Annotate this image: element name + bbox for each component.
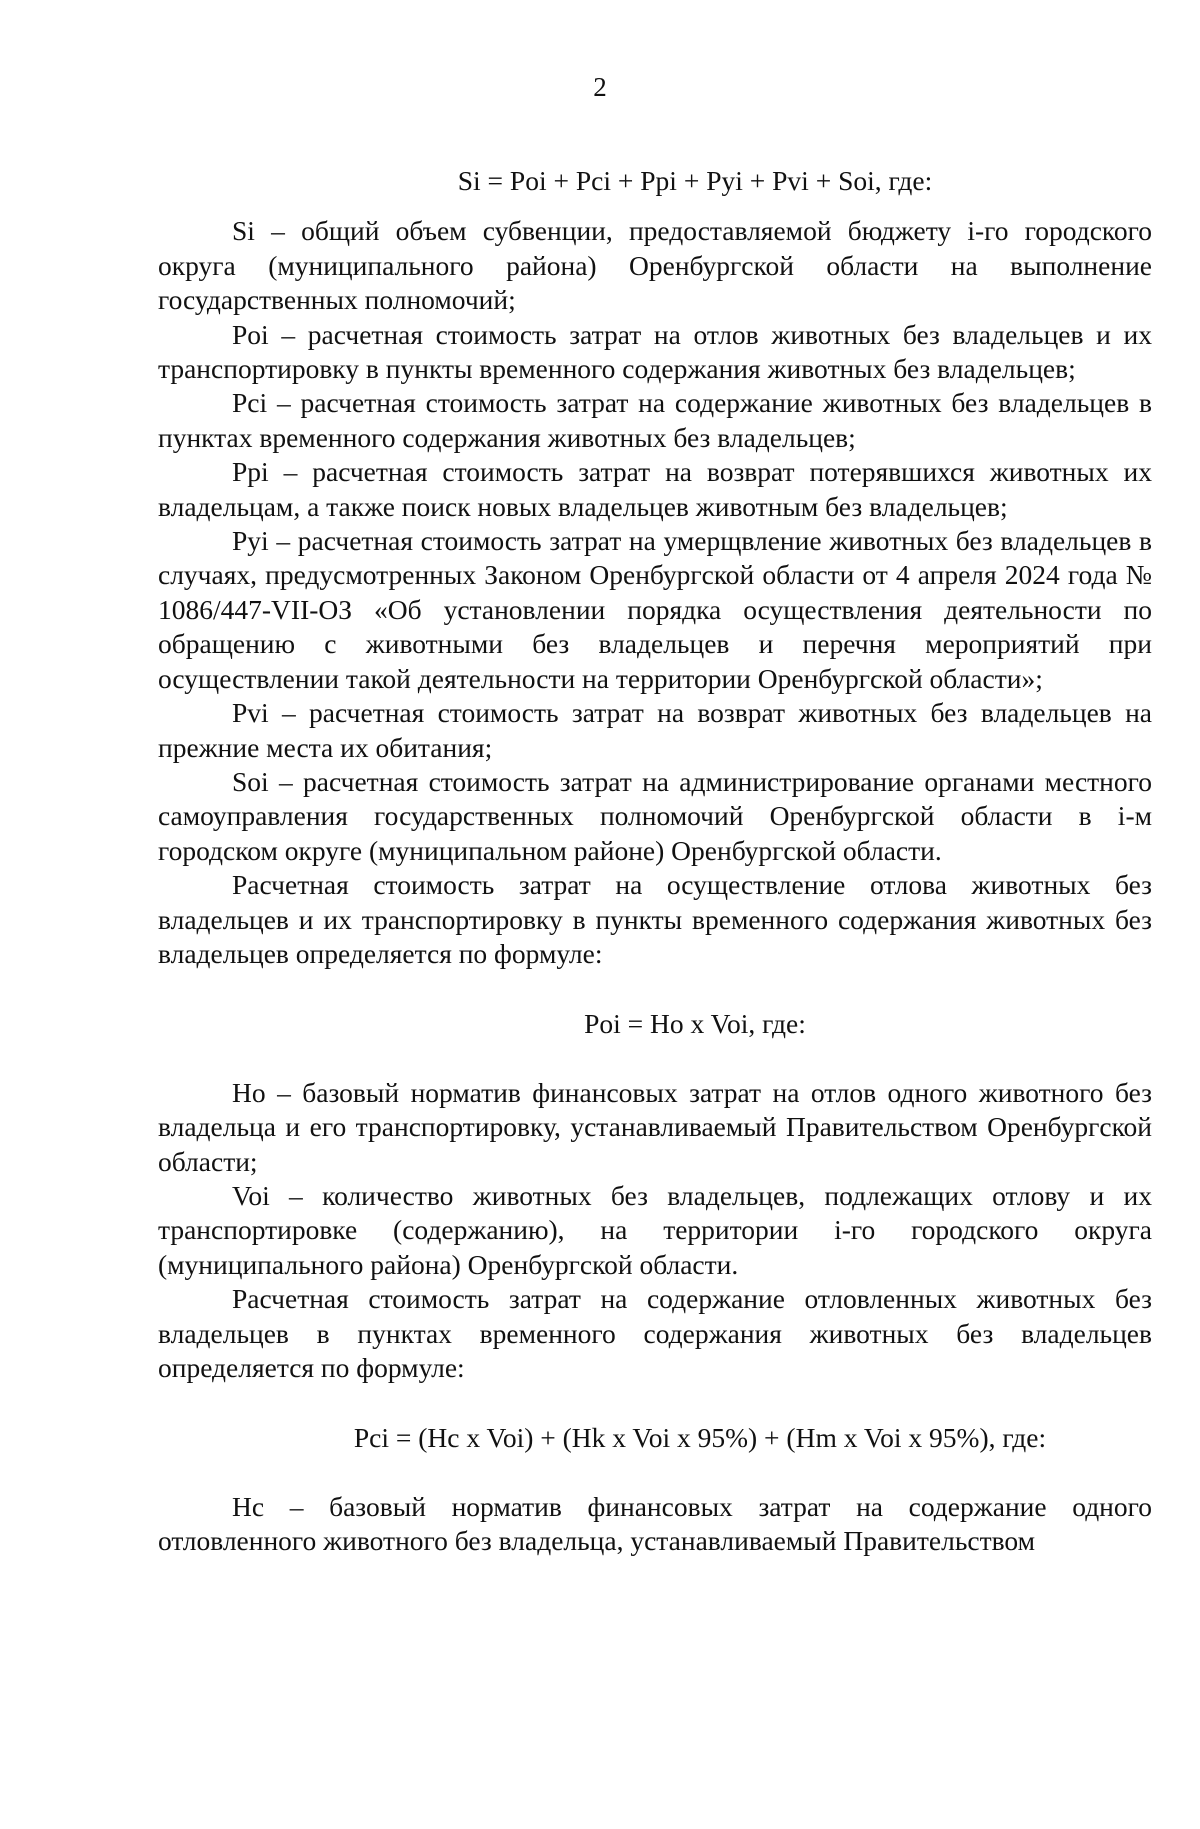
definition-ho: Ho – базовый норматив финансовых затрат на отлов одного животного без владельца и его транспортировку, устанавливаемый Правительством Оренбургской области; (158, 1076, 1152, 1177)
formula-si: Si = Poi + Pci + Ppi + Pyi + Pvi + Soi, где: (457, 165, 933, 196)
definition-soi: Soi – расчетная стоимость затрат на администрирование органами местного самоуправления государственных полномочий Оренбургской области в i-м городском округе (муниципальном районе) Оренбургской области. (158, 765, 1152, 866)
definition-ppi: Ppi – расчетная стоимость затрат на возврат потерявшихся животных их владельцам, а также поиск новых владельцев животным без владельцев; (158, 456, 1152, 522)
definition-hc: Hc – базовый норматив финансовых затрат на содержание одного отловленного животного без владельца, устанавливаемый Правительством (158, 1490, 1152, 1557)
paragraph-pci-intro: Расчетная стоимость затрат на содержание отловленных животных без владельцев в пунктах временного содержания животных без владельцев определяется по формуле: (158, 1283, 1152, 1383)
definition-pvi: Pvi – расчетная стоимость затрат на возврат животных без владельцев на прежние места их обитания; (158, 697, 1152, 763)
definition-poi: Poi – расчетная стоимость затрат на отлов животных без владельцев и их транспортировку в пункты временного содержания животных без владельцев; (158, 318, 1152, 385)
formula-poi: Poi = Ho x Voi, где: (584, 1008, 806, 1040)
definition-voi: Voi – количество животных без владельцев, подлежащих отлову и их транспортировке (содержанию), на территории i-го городского округа (муниципального района) Оренбургской области. (158, 1179, 1152, 1280)
definition-pyi: Pyi – расчетная стоимость затрат на умерщвление животных без владельцев в случаях, предусмотренных Законом Оренбургской области от 4 апреля 2024 года № 1086/447-VII-ОЗ «Об установлении порядка осуществления деятельности по обращению с животными без владельцев и перечня мероприятий при осуществлении такой деятельности на территории Оренбургской области»; (158, 525, 1152, 694)
definition-si: Si – общий объем субвенции, предоставляемой бюджету i-го городского округа (муниципального района) Оренбургской области на выполнение государственных полномочий; (158, 215, 1152, 316)
definition-pci: Pci – расчетная стоимость затрат на содержание животных без владельцев в пунктах временного содержания животных без владельцев; (158, 387, 1152, 453)
page-number: 2 (593, 72, 607, 102)
formula-pci: Pci = (Hc x Voi) + (Hk x Voi x 95%) + (Hm x Voi x 95%), где: (353, 1422, 1047, 1454)
document-body (158, 164, 1152, 1559)
paragraph-poi-intro: Расчетная стоимость затрат на осуществление отлова животных без владельцев и их транспортировку в пункты временного содержания животных без владельцев определяется по формуле: (158, 869, 1152, 969)
